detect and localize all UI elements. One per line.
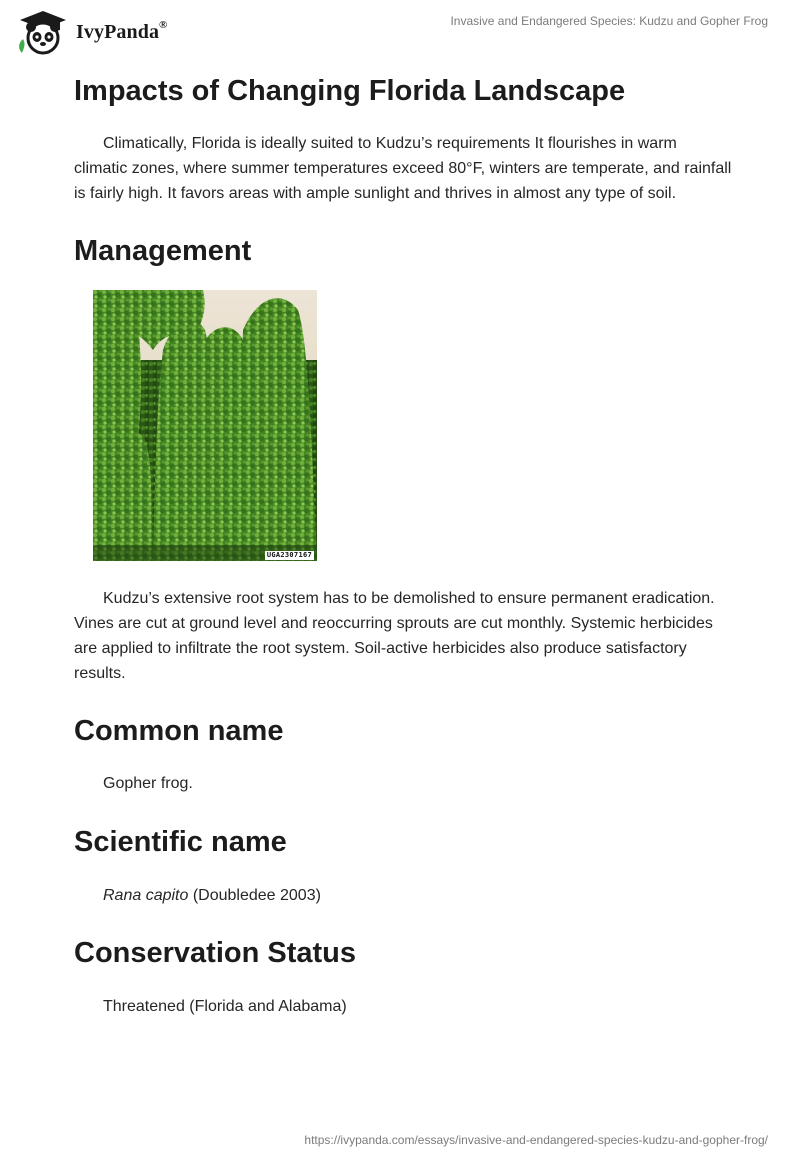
brand-logo[interactable] [14, 9, 167, 55]
kudzu-photo [93, 290, 317, 561]
section-paragraph-scientific-name [74, 883, 734, 908]
section-heading-conservation-status: Conservation Status [74, 937, 356, 969]
document-title: Invasive and Endangered Species: Kudzu and Gopher Frog [450, 14, 768, 28]
section-heading-common-name: Common name [74, 715, 284, 747]
species-citation: (Doubledee 2003) [188, 887, 321, 904]
registered-mark: ® [159, 18, 168, 31]
section-heading-impacts: Impacts of Changing Florida Landscape [74, 75, 626, 107]
section-paragraph-conservation-status: Threatened (Florida and Alabama) [103, 998, 347, 1015]
section-heading-management: Management [74, 235, 252, 267]
image-credit-label: UGA2307167 [266, 551, 312, 559]
page-header [0, 0, 800, 62]
section-paragraph-management: Kudzu’s extensive root system has to be demolished to ensure permanent eradication. Vines are cut at ground level and reoccurring sprouts are cut monthly. Systemic herbicides are applied to infiltrate the root system. Soil-active herbicides also produce satisfactory results. [74, 590, 715, 682]
section-paragraph-impacts: Climatically, Florida is ideally suited to Kudzu’s requirements It flourishes in warm climatic zones, where summer temperatures exceed 80°F, winters are temperate, and rainfall is fairly high. It favors areas with ample sunlight and thrives in almost any type of soil. [74, 135, 732, 202]
section-heading-scientific-name: Scientific name [74, 826, 287, 858]
article-body [74, 72, 734, 1019]
species-name: Rana capito [103, 887, 189, 904]
section-paragraph-common-name: Gopher frog. [103, 775, 193, 792]
brand-name: IvyPanda® [76, 18, 168, 43]
source-url[interactable]: https://ivypanda.com/essays/invasive-and-endangered-species-kudzu-and-gopher-frog/ [304, 1133, 768, 1147]
panda-logo-icon [14, 9, 72, 55]
